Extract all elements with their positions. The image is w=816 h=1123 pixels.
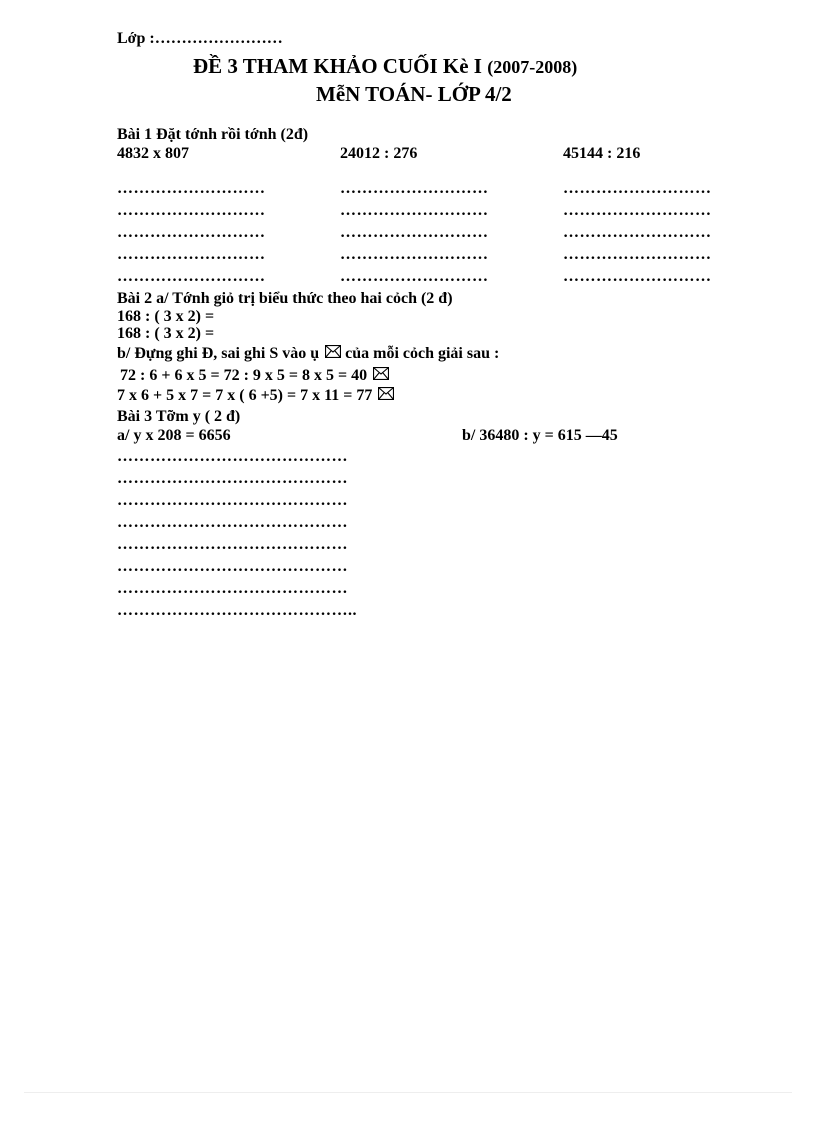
title-year: (2007-2008) [487,57,578,77]
bai3-part-a: a/ y x 208 = 6656 [117,427,231,444]
answer-line: ……………………… [340,268,489,285]
answer-line: ……………………… [117,268,266,285]
answer-line: ……………………… [340,246,489,263]
bai1-answer-column-1 [117,178,266,288]
answer-line: …………………………………… [117,514,348,531]
bai1-problem-1: 4832 x 807 [117,145,189,162]
answer-line: ……………………… [117,246,266,263]
bai2-heading: Bài 2 a/ Tớnh giỏ trị biểu thức theo hai cỏch (2 đ) [117,290,453,307]
bai1-heading: Bài 1 Đặt tớnh rồi tớnh (2đ) [117,126,309,143]
bai1-problem-2: 24012 : 276 [340,145,418,162]
solution-1-text: 72 : 6 + 6 x 5 = 72 : 9 x 5 = 8 x 5 = 40 [120,367,368,384]
answer-line: ……………………… [563,246,712,263]
answer-line-last: …………………………………….. [117,602,357,619]
answer-line: …………………………………… [117,580,348,597]
answer-line: ……………………… [340,202,489,219]
bai2-part-b [117,345,499,363]
answer-line: ……………………… [563,224,712,241]
bai3-part-b: b/ 36480 : y = 615 —45 [462,427,618,444]
bai3-answer-lines [117,446,357,622]
class-dots: …………………… [154,30,283,47]
bai2-line-2: 168 : ( 3 x 2) = [117,325,215,342]
answer-line: ……………………… [563,268,712,285]
answer-line: …………………………………… [117,470,348,487]
answer-line: ……………………… [340,180,489,197]
page-title [193,54,577,79]
answer-line: ……………………… [340,224,489,241]
subject-title: MễN TOÁN- LỚP 4/2 [316,82,512,106]
envelope-box-icon[interactable] [378,387,394,400]
envelope-box-icon[interactable] [373,367,389,380]
bai1-answer-column-2 [340,178,489,288]
answer-line: ……………………… [563,180,712,197]
bai3-heading: Bài 3 Tỡm y ( 2 đ) [117,408,241,425]
answer-line: …………………………………… [117,492,348,509]
part-b-text-before: b/ Đựng ghi Đ, sai ghi S vào ụ [117,345,320,362]
answer-line: ……………………… [117,180,266,197]
answer-line: ……………………… [117,224,266,241]
answer-line: ……………………… [563,202,712,219]
class-label: Lớp : [117,30,155,47]
answer-line: …………………………………… [117,536,348,553]
envelope-box-icon [325,345,341,358]
bai1-answer-column-3 [563,178,712,288]
answer-line: …………………………………… [117,558,348,575]
answer-line: …………………………………… [117,448,348,465]
bai1-problem-3: 45144 : 216 [563,145,641,162]
solution-2 [117,387,394,405]
class-line [117,30,283,48]
bai2-line-1: 168 : ( 3 x 2) = [117,308,215,325]
solution-2-text: 7 x 6 + 5 x 7 = 7 x ( 6 +5) = 7 x 11 = 77 [117,387,373,404]
solution-1 [120,367,389,385]
answer-line: ……………………… [117,202,266,219]
page-bottom-divider [24,1092,792,1093]
title-text: ĐỀ 3 THAM KHẢO CUỐI Kè I [193,54,482,78]
part-b-text-after: của mỗi cỏch giải sau : [345,345,500,362]
